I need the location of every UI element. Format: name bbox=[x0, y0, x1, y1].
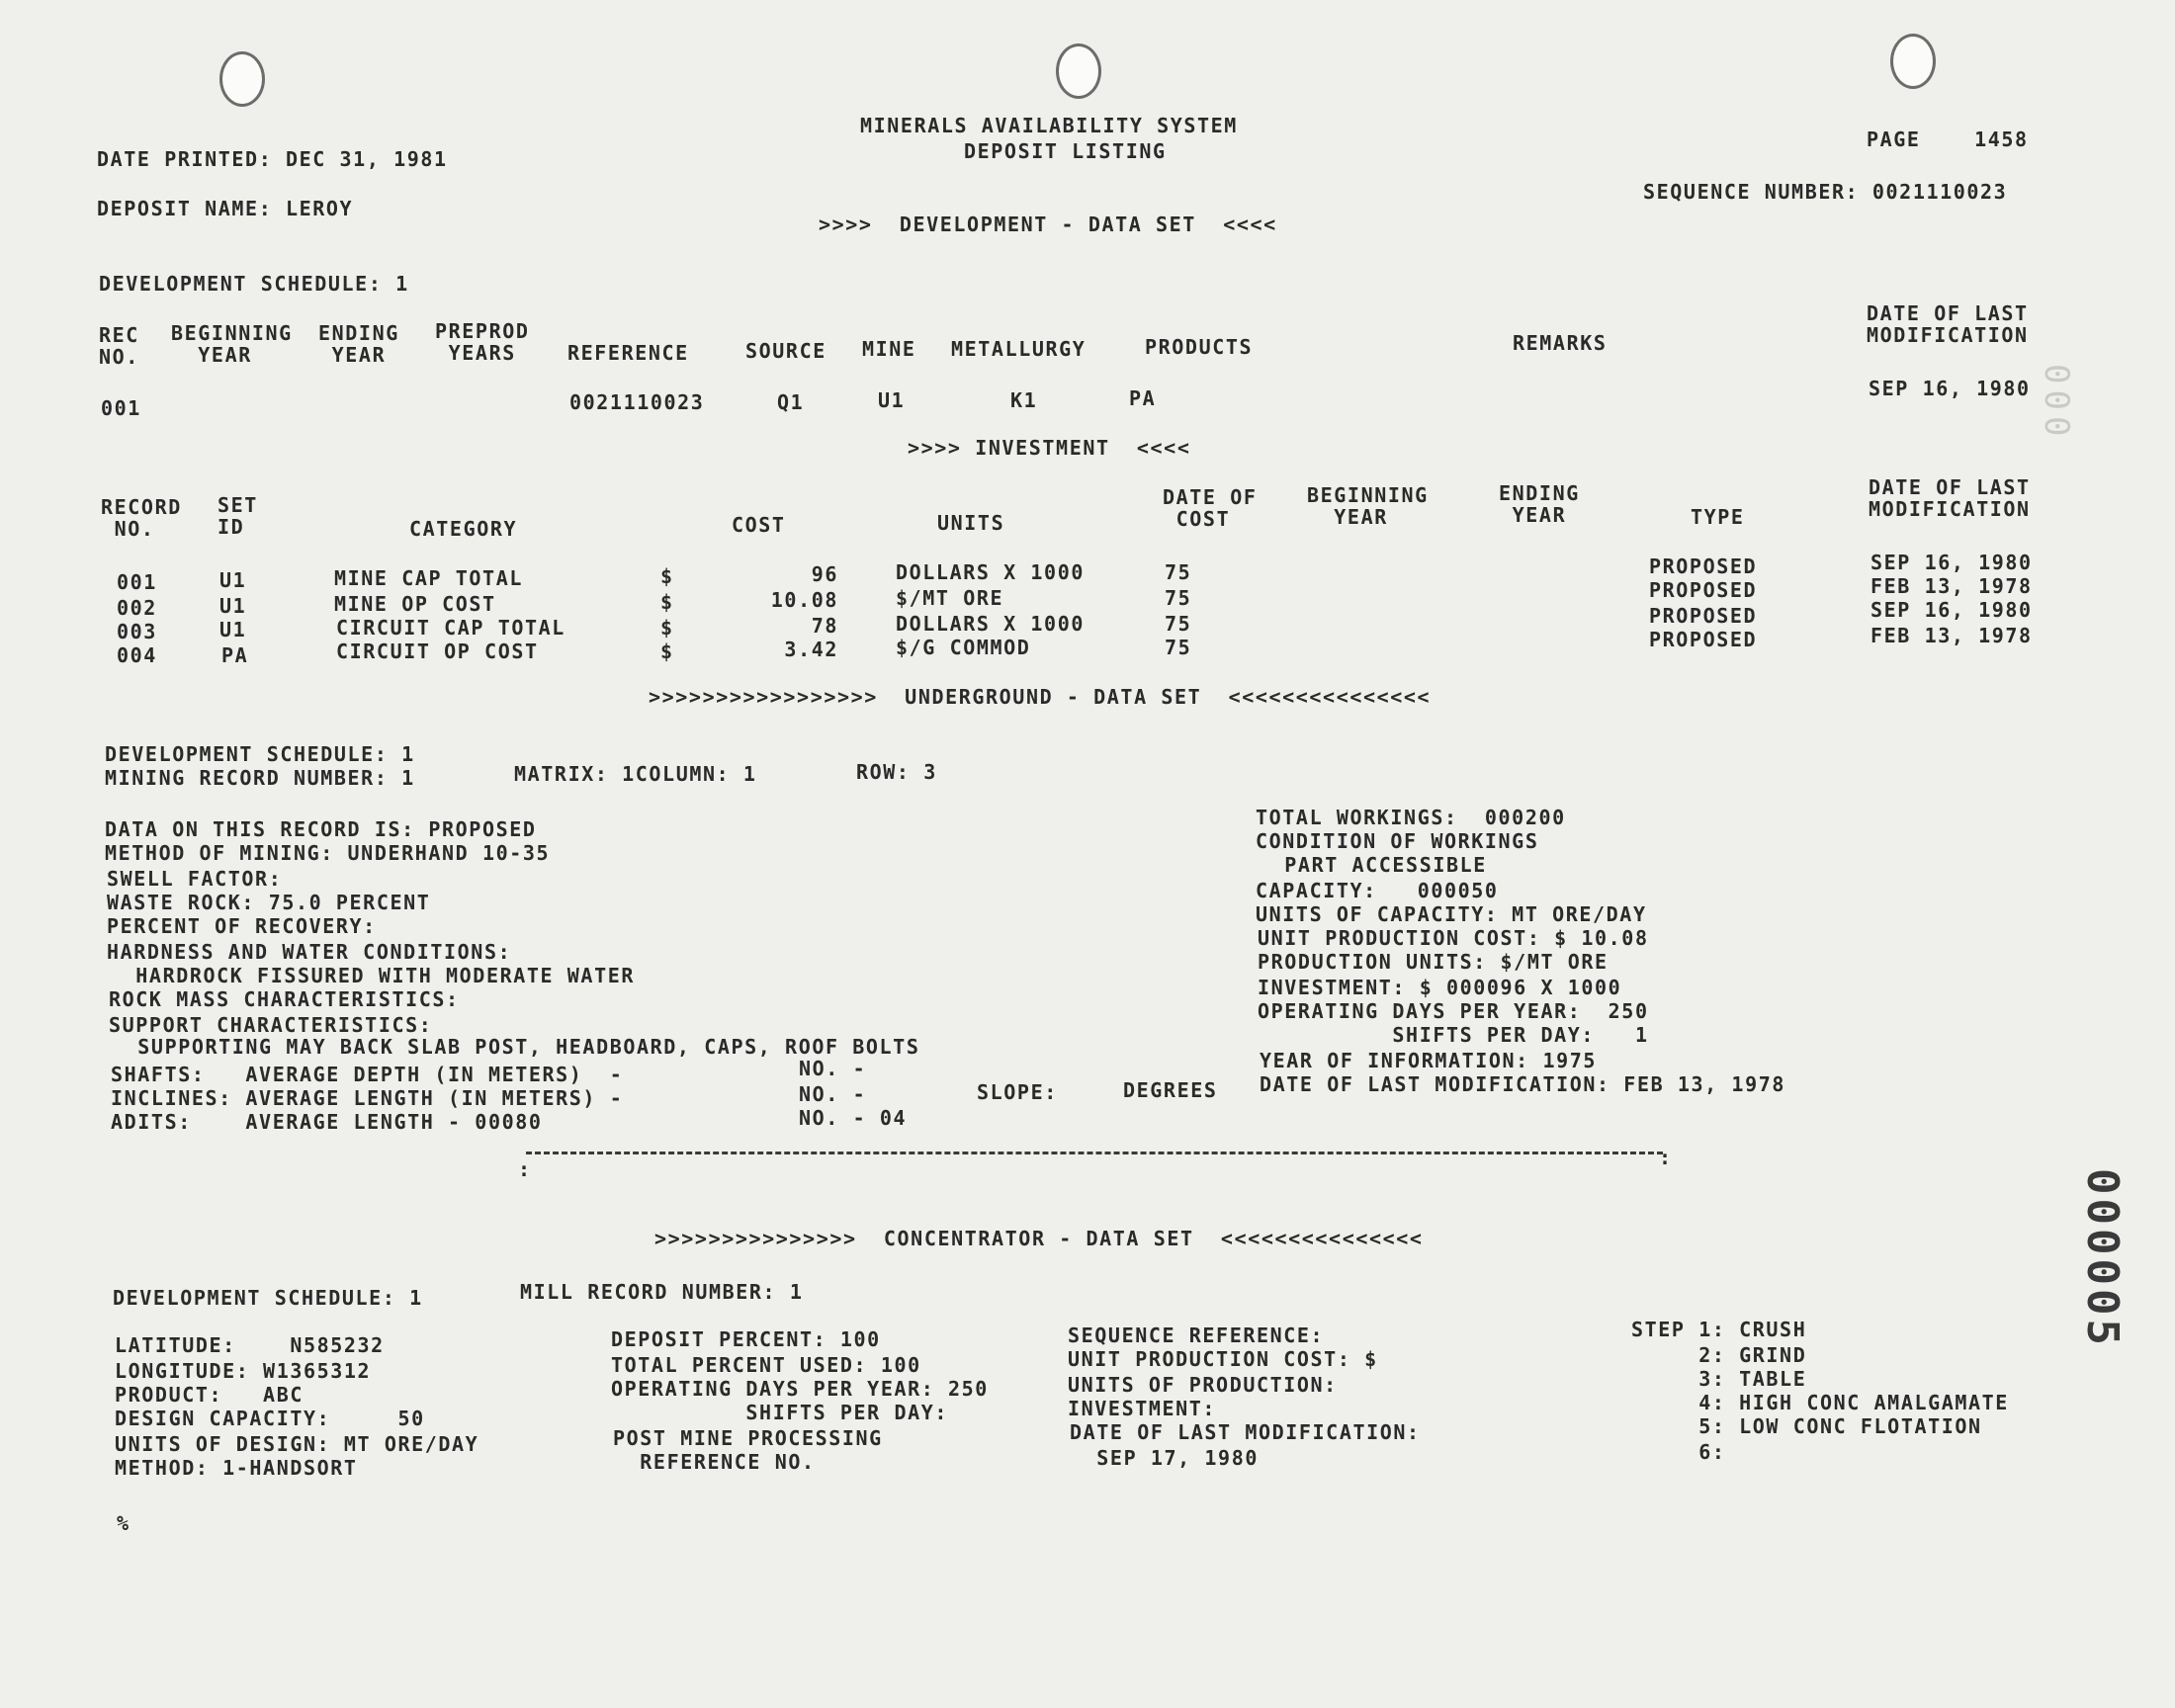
sequence-number: SEQUENCE NUMBER: 0021110023 bbox=[1643, 180, 2008, 204]
underground-schedule: DEVELOPMENT SCHEDULE: 1 bbox=[105, 742, 415, 766]
underground-row: ROW: 3 bbox=[856, 760, 937, 784]
inv-row-1-category: MINE CAP TOTAL bbox=[334, 566, 523, 590]
investment-banner: >>>> INVESTMENT <<<< bbox=[908, 436, 1191, 460]
underground-shafts: SHAFTS: AVERAGE DEPTH (IN METERS) - bbox=[111, 1063, 624, 1086]
conc-col2-3: OPERATING DAYS PER YEAR: 250 bbox=[611, 1377, 989, 1401]
underground-right-4: CAPACITY: 000050 bbox=[1256, 879, 1499, 902]
inv-header-last-mod: DATE OF LAST MODIFICATION bbox=[1869, 475, 2031, 521]
concentrator-mill-record: MILL RECORD NUMBER: 1 bbox=[520, 1280, 804, 1304]
underground-right-5: UNITS OF CAPACITY: MT ORE/DAY bbox=[1256, 902, 1647, 926]
underground-right-2: CONDITION OF WORKINGS bbox=[1256, 829, 1539, 853]
inv-row-4-last-mod: FEB 13, 1978 bbox=[1870, 624, 2033, 647]
inv-header-ending: ENDING YEAR bbox=[1499, 481, 1580, 527]
inv-row-1-last-mod: SEP 16, 1980 bbox=[1870, 551, 2033, 574]
footer-mark: % bbox=[117, 1511, 130, 1535]
underground-right-10: SHIFTS PER DAY: 1 bbox=[1258, 1023, 1649, 1047]
inv-header-cost: COST bbox=[732, 513, 786, 537]
dev-header-source: SOURCE bbox=[745, 339, 826, 363]
inv-row-1-record: 001 bbox=[117, 570, 157, 594]
dev-row-products: PA bbox=[1129, 386, 1157, 410]
underground-line-2: METHOD OF MINING: UNDERHAND 10-35 bbox=[105, 841, 551, 865]
separator-left-colon: : bbox=[518, 1157, 532, 1181]
inv-row-4-category: CIRCUIT OP COST bbox=[336, 640, 539, 663]
dev-header-reference: REFERENCE bbox=[567, 341, 689, 365]
inv-row-2-units: $/MT ORE bbox=[896, 586, 1004, 610]
inv-row-4-date: 75 bbox=[1165, 636, 1192, 659]
inv-header-type: TYPE bbox=[1691, 505, 1745, 529]
margin-stamp: 000005 bbox=[2077, 1168, 2128, 1349]
development-schedule: DEVELOPMENT SCHEDULE: 1 bbox=[99, 272, 409, 296]
inv-row-1-date: 75 bbox=[1165, 560, 1192, 584]
inv-header-date-of-cost: DATE OF COST bbox=[1163, 485, 1258, 531]
inv-row-2-set: U1 bbox=[219, 594, 247, 618]
underground-right-3: PART ACCESSIBLE bbox=[1258, 853, 1487, 877]
inv-row-3-set: U1 bbox=[219, 618, 247, 641]
conc-col3-1: SEQUENCE REFERENCE: bbox=[1068, 1324, 1325, 1347]
underground-right-8: INVESTMENT: $ 000096 X 1000 bbox=[1258, 976, 1622, 999]
underground-line-7: HARDROCK FISSURED WITH MODERATE WATER bbox=[109, 964, 635, 987]
underground-matrix: MATRIX: 1COLUMN: 1 bbox=[514, 762, 757, 786]
dev-header-preprod: PREPROD YEARS bbox=[435, 319, 530, 365]
inv-row-3-type: PROPOSED bbox=[1649, 604, 1758, 628]
conc-step-4: 4: HIGH CONC AMALGAMATE bbox=[1631, 1391, 2009, 1414]
dev-header-last-mod: DATE OF LAST MODIFICATION bbox=[1867, 301, 2029, 347]
conc-col1-1: LATITUDE: N585232 bbox=[115, 1333, 385, 1357]
inv-row-2-date: 75 bbox=[1165, 586, 1192, 610]
underground-adits-no: NO. - 04 bbox=[799, 1106, 908, 1130]
faint-margin-stamp: 000 bbox=[2037, 364, 2076, 443]
conc-col1-5: UNITS OF DESIGN: MT ORE/DAY bbox=[115, 1432, 479, 1456]
inv-row-2-last-mod: FEB 13, 1978 bbox=[1870, 574, 2033, 598]
underground-line-6: HARDNESS AND WATER CONDITIONS: bbox=[107, 940, 512, 964]
inv-row-4-currency: $ bbox=[660, 640, 674, 663]
inv-row-4-units: $/G COMMOD bbox=[896, 636, 1031, 659]
conc-col2-1: DEPOSIT PERCENT: 100 bbox=[611, 1327, 881, 1351]
inv-header-category: CATEGORY bbox=[409, 517, 518, 541]
inv-row-4-record: 004 bbox=[117, 643, 157, 667]
underground-line-10: SUPPORTING MAY BACK SLAB POST, HEADBOARD, CAPS, ROOF BOLTS bbox=[111, 1035, 920, 1059]
conc-col2-2: TOTAL PERCENT USED: 100 bbox=[611, 1353, 921, 1377]
conc-col2-4: SHIFTS PER DAY: bbox=[611, 1401, 949, 1424]
concentrator-banner: >>>>>>>>>>>>>>> CONCENTRATOR - DATA SET <<<<<<<<<<<<<<< bbox=[654, 1227, 1424, 1250]
inv-row-4-set: PA bbox=[221, 643, 249, 667]
dev-row-last-mod: SEP 16, 1980 bbox=[1869, 377, 2031, 400]
dev-row-metallurgy: K1 bbox=[1010, 388, 1038, 412]
inv-header-beginning: BEGINNING YEAR bbox=[1307, 483, 1429, 529]
underground-line-8: ROCK MASS CHARACTERISTICS: bbox=[109, 987, 460, 1011]
conc-col1-3: PRODUCT: ABC bbox=[115, 1383, 304, 1407]
underground-right-7: PRODUCTION UNITS: $/MT ORE bbox=[1258, 950, 1609, 974]
conc-step-6: 6: bbox=[1631, 1440, 1726, 1464]
conc-col3-3: UNITS OF PRODUCTION: bbox=[1068, 1373, 1338, 1397]
underground-line-3: SWELL FACTOR: bbox=[107, 867, 283, 891]
punch-hole-right bbox=[1890, 34, 1936, 89]
underground-right-6: UNIT PRODUCTION COST: $ 10.08 bbox=[1258, 926, 1649, 950]
inv-row-2-type: PROPOSED bbox=[1649, 578, 1758, 602]
inv-row-4-type: PROPOSED bbox=[1649, 628, 1758, 651]
inv-row-2-category: MINE OP COST bbox=[334, 592, 496, 616]
dev-header-rec: REC NO. bbox=[99, 323, 139, 369]
listing-title: DEPOSIT LISTING bbox=[964, 139, 1167, 163]
inv-row-3-cost: 78 bbox=[811, 614, 838, 638]
inv-row-3-category: CIRCUIT CAP TOTAL bbox=[336, 616, 566, 640]
inv-row-1-type: PROPOSED bbox=[1649, 555, 1758, 578]
underground-shafts-no: NO. - bbox=[799, 1057, 867, 1080]
inv-row-2-currency: $ bbox=[660, 590, 674, 614]
date-printed: DATE PRINTED: DEC 31, 1981 bbox=[97, 147, 448, 171]
punch-hole-center bbox=[1056, 43, 1101, 99]
concentrator-schedule: DEVELOPMENT SCHEDULE: 1 bbox=[113, 1286, 423, 1310]
underground-line-1: DATA ON THIS RECORD IS: PROPOSED bbox=[105, 817, 537, 841]
inv-header-set: SET ID bbox=[218, 493, 258, 539]
inv-row-1-units: DOLLARS X 1000 bbox=[896, 560, 1085, 584]
system-title: MINERALS AVAILABILITY SYSTEM bbox=[860, 114, 1238, 137]
underground-right-11: YEAR OF INFORMATION: 1975 bbox=[1260, 1049, 1598, 1072]
conc-step-2: 2: GRIND bbox=[1631, 1343, 1807, 1367]
conc-col2-6: REFERENCE NO. bbox=[613, 1450, 816, 1474]
conc-step-1: STEP 1: CRUSH bbox=[1631, 1318, 1807, 1341]
conc-step-5: 5: LOW CONC FLOTATION bbox=[1631, 1414, 1982, 1438]
conc-col3-5: DATE OF LAST MODIFICATION: bbox=[1070, 1420, 1421, 1444]
underground-right-9: OPERATING DAYS PER YEAR: 250 bbox=[1258, 999, 1649, 1023]
inv-row-1-currency: $ bbox=[660, 564, 674, 588]
inv-row-3-record: 003 bbox=[117, 620, 157, 643]
page-number: PAGE 1458 bbox=[1867, 128, 2029, 151]
underground-mining-record: MINING RECORD NUMBER: 1 bbox=[105, 766, 415, 790]
punch-hole-left bbox=[219, 51, 265, 107]
deposit-name: DEPOSIT NAME: LEROY bbox=[97, 197, 354, 220]
development-banner: >>>> DEVELOPMENT - DATA SET <<<< bbox=[819, 213, 1277, 236]
inv-header-units: UNITS bbox=[937, 511, 1005, 535]
dev-row-source: Q1 bbox=[777, 390, 805, 414]
underground-line-9: SUPPORT CHARACTERISTICS: bbox=[109, 1013, 433, 1037]
conc-step-3: 3: TABLE bbox=[1631, 1367, 1807, 1391]
inv-row-2-record: 002 bbox=[117, 596, 157, 620]
conc-col3-6: SEP 17, 1980 bbox=[1070, 1446, 1259, 1470]
dev-row-mine: U1 bbox=[878, 388, 906, 412]
inv-row-3-units: DOLLARS X 1000 bbox=[896, 612, 1085, 636]
dev-header-mine: MINE bbox=[862, 337, 916, 361]
underground-banner: >>>>>>>>>>>>>>>>> UNDERGROUND - DATA SET <<<<<<<<<<<<<<< bbox=[649, 685, 1432, 709]
inv-row-1-cost: 96 bbox=[811, 562, 838, 586]
inv-row-3-date: 75 bbox=[1165, 612, 1192, 636]
separator-line bbox=[526, 1152, 1663, 1154]
underground-inclines-no: NO. - bbox=[799, 1082, 867, 1106]
conc-col1-4: DESIGN CAPACITY: 50 bbox=[115, 1407, 425, 1430]
dev-header-ending: ENDING YEAR bbox=[318, 321, 399, 367]
dev-row-rec: 001 bbox=[101, 396, 141, 420]
underground-adits: ADITS: AVERAGE LENGTH - 00080 bbox=[111, 1110, 543, 1134]
dev-header-beginning: BEGINNING YEAR bbox=[171, 321, 293, 367]
inv-row-1-set: U1 bbox=[219, 568, 247, 592]
conc-col3-4: INVESTMENT: bbox=[1068, 1397, 1217, 1420]
dev-header-remarks: REMARKS bbox=[1513, 331, 1608, 355]
inv-row-3-last-mod: SEP 16, 1980 bbox=[1870, 598, 2033, 622]
underground-line-4: WASTE ROCK: 75.0 PERCENT bbox=[107, 891, 431, 914]
underground-right-12: DATE OF LAST MODIFICATION: FEB 13, 1978 bbox=[1260, 1072, 1785, 1096]
underground-inclines: INCLINES: AVERAGE LENGTH (IN METERS) - bbox=[111, 1086, 624, 1110]
underground-right-1: TOTAL WORKINGS: 000200 bbox=[1256, 806, 1566, 829]
conc-col1-6: METHOD: 1-HANDSORT bbox=[115, 1456, 358, 1480]
inv-header-record: RECORD NO. bbox=[101, 495, 182, 541]
inv-row-4-cost: 3.42 bbox=[784, 638, 838, 661]
conc-col3-2: UNIT PRODUCTION COST: $ bbox=[1068, 1347, 1378, 1371]
inv-row-2-cost: 10.08 bbox=[770, 588, 838, 612]
separator-right-colon: : bbox=[1659, 1146, 1673, 1169]
dev-header-products: PRODUCTS bbox=[1145, 335, 1254, 359]
inv-row-3-currency: $ bbox=[660, 616, 674, 640]
dev-header-metallurgy: METALLURGY bbox=[951, 337, 1087, 361]
conc-col2-5: POST MINE PROCESSING bbox=[613, 1426, 883, 1450]
conc-col1-2: LONGITUDE: W1365312 bbox=[115, 1359, 372, 1383]
underground-degrees: DEGREES bbox=[1123, 1078, 1218, 1102]
dev-row-reference: 0021110023 bbox=[569, 390, 705, 414]
underground-line-5: PERCENT OF RECOVERY: bbox=[107, 914, 377, 938]
underground-slope: SLOPE: bbox=[977, 1080, 1058, 1104]
